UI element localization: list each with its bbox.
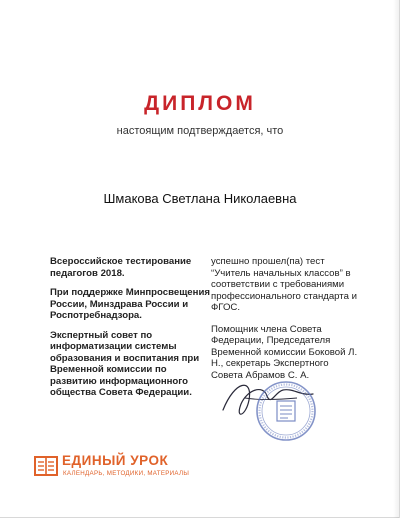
logo-subtitle: КАЛЕНДАРЬ, МЕТОДИКИ, МАТЕРИАЛЫ xyxy=(63,470,190,477)
right-paragraph-test-passed: успешно прошел(па) тест “Учитель начальных классов” в соответствии с требованиями профессионального стандарта и ФГОС. xyxy=(211,256,357,313)
left-paragraph-support: При поддержке Минпросвещения России, Минздрава России и Роспотребнадзора. xyxy=(50,287,210,321)
left-paragraph-testing: Всероссийское тестирование педагогов 2018. xyxy=(50,256,192,279)
left-paragraph-council: Экспертный совет по информатизации системы образования и воспитания при Временной комиссии по развитию информационного общества Совета Федерации. xyxy=(50,329,200,398)
diploma-subtitle: настоящим подтверждается, что xyxy=(116,125,284,137)
edinyi-urok-logo xyxy=(34,452,194,480)
official-stamp xyxy=(255,380,317,442)
recipient-name: Шмакова Светлана Николаевна xyxy=(103,191,297,206)
right-paragraph-signatory: Помощник члена Совета Федерации, Председателя Временной комиссии Боковой Л. Н., секретарь Экспертного Совета Абрамов С. А. xyxy=(211,323,358,381)
diploma-title: ДИПЛОМ xyxy=(144,92,256,115)
logo-title: ЕДИНЫЙ УРОК xyxy=(62,453,169,468)
left-column xyxy=(50,256,210,407)
book-icon xyxy=(34,454,58,478)
page-edge-shadow xyxy=(393,0,399,518)
